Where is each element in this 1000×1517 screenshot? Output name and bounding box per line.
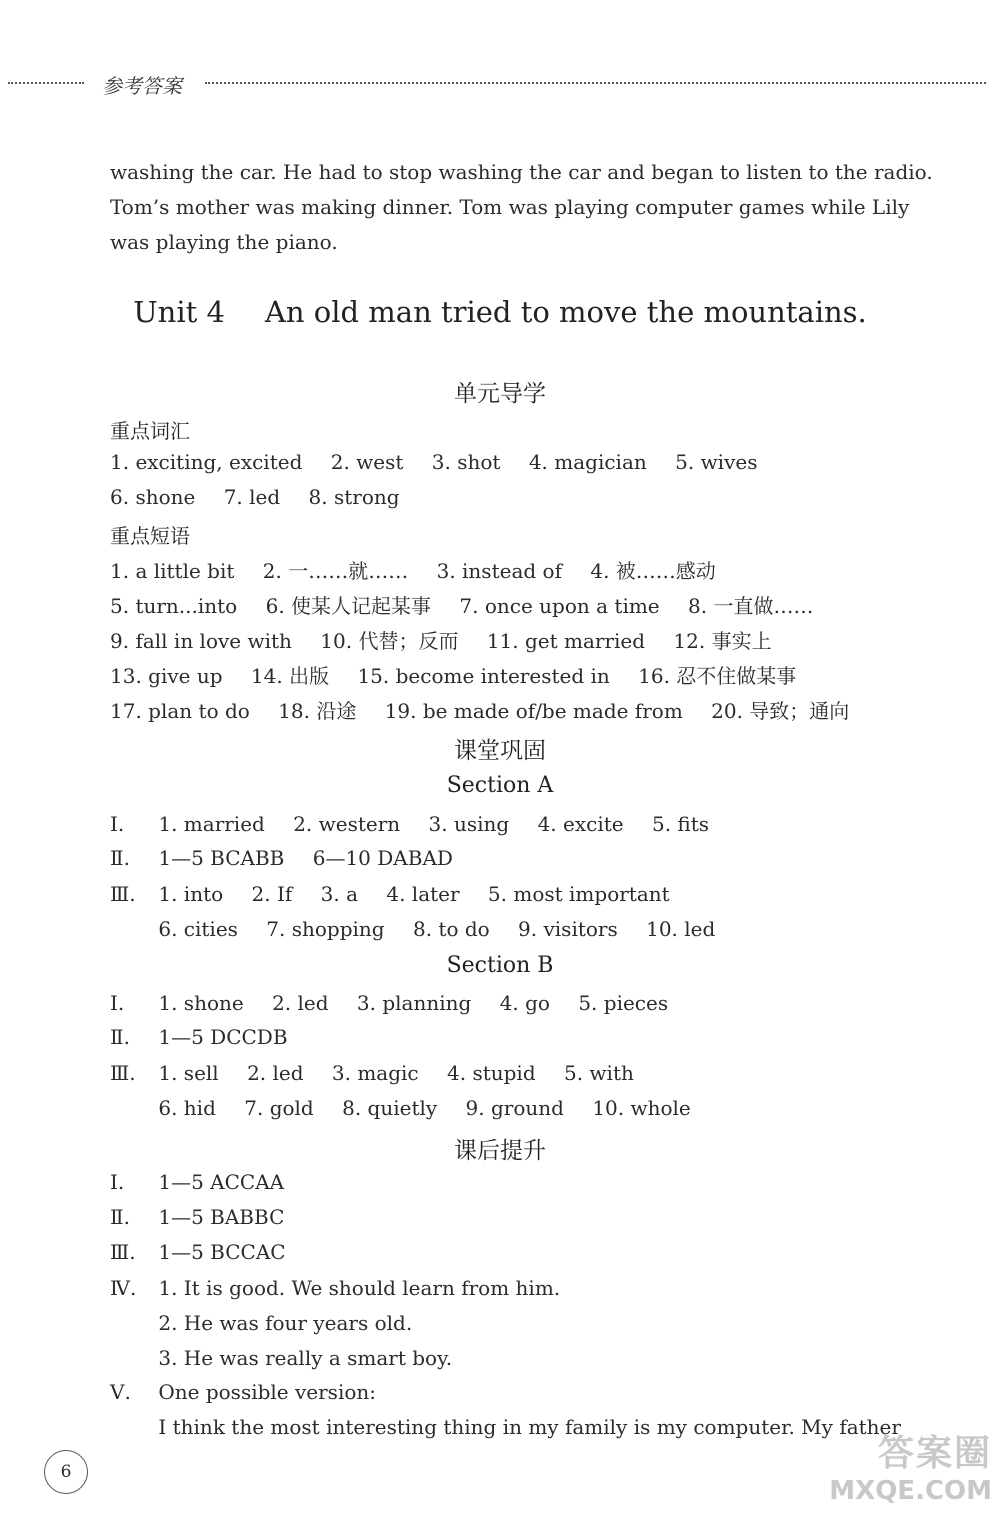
list-item: 4. magician — [528, 450, 647, 474]
guide-heading: 单元导学 — [454, 381, 546, 407]
list-item: 4. later — [386, 882, 460, 906]
after-class-row-1 — [110, 1170, 306, 1194]
list-item: 3. instead of — [436, 559, 562, 583]
list-item: 5. most important — [487, 882, 670, 906]
section-b-heading: Section B — [446, 953, 554, 978]
list-item: 2. He was four years old. — [158, 1311, 413, 1335]
list-item: 10. led — [646, 917, 716, 941]
list-item: 5. wives — [675, 450, 758, 474]
roman-numeral: Ⅳ. — [110, 1276, 137, 1300]
phrase-row-5 — [110, 695, 871, 724]
list-item: 10. 代替；反而 — [320, 629, 459, 653]
vocab-row-1 — [110, 450, 779, 474]
list-item: 19. be made of/be made from — [384, 699, 683, 723]
classroom-heading: 课堂巩固 — [454, 738, 546, 764]
list-item: 20. 导致；通向 — [711, 699, 850, 723]
section-a-row-4 — [110, 917, 737, 941]
list-item: 6. hid — [158, 1096, 216, 1120]
after-class-row-3 — [110, 1240, 308, 1264]
unit-title — [0, 295, 1000, 329]
list-item: 1. sell — [158, 1061, 219, 1085]
list-item: 6. cities — [158, 917, 238, 941]
list-item: 8. quietly — [342, 1096, 438, 1120]
after-class-row-4 — [110, 1276, 582, 1300]
after-class-row-7 — [110, 1380, 398, 1404]
phrase-row-2 — [110, 590, 835, 619]
phrase-row-1 — [110, 555, 738, 584]
roman-numeral: Ⅱ. — [110, 1025, 130, 1049]
section-a-row-1 — [110, 812, 731, 836]
list-item: 6. shone — [110, 485, 196, 509]
section-b-row-1 — [110, 991, 690, 1015]
after-class-row-2 — [110, 1205, 306, 1229]
list-item: 15. become interested in — [357, 664, 610, 688]
list-item: 3. magic — [331, 1061, 419, 1085]
list-item: 1. It is good. We should learn from him. — [158, 1276, 561, 1300]
list-item: 1—5 DCCDB — [158, 1025, 288, 1049]
list-item: One possible version: — [158, 1380, 377, 1404]
watermark-logo: 答案圈 — [877, 1433, 992, 1474]
watermark-site: MXQE.COM — [829, 1476, 992, 1506]
list-item: 4. go — [499, 991, 550, 1015]
page-number: 6 — [44, 1450, 88, 1494]
list-item: 5. pieces — [578, 991, 669, 1015]
list-item: 2. 一……就…… — [262, 559, 409, 583]
list-item: 4. stupid — [447, 1061, 536, 1085]
list-item: 2. west — [330, 450, 404, 474]
vocab-row-2 — [110, 485, 422, 509]
list-item: 4. 被……感动 — [590, 559, 716, 583]
roman-numeral: Ⅰ. — [110, 1170, 125, 1194]
list-item: 12. 事实上 — [673, 629, 772, 653]
list-item: 9. fall in love with — [110, 629, 292, 653]
list-item: 1. married — [158, 812, 265, 836]
list-item: 6—10 DABAD — [312, 846, 453, 870]
list-item: 3. shot — [431, 450, 501, 474]
section-b-row-4 — [110, 1096, 713, 1120]
unit-number: Unit 4 — [133, 295, 225, 329]
list-item: 2. led — [272, 991, 329, 1015]
phrase-row-3 — [110, 625, 794, 654]
section-a-row-3 — [110, 882, 692, 906]
section-a-row-2 — [110, 846, 475, 870]
phrase-row-4 — [110, 660, 818, 689]
unit-name: An old man tried to move the mountains. — [264, 295, 867, 329]
header-title: 参考答案 — [102, 74, 182, 98]
list-item: 13. give up — [110, 664, 223, 688]
list-item: 8. to do — [412, 917, 490, 941]
list-item: 9. ground — [465, 1096, 564, 1120]
list-item: 7. led — [223, 485, 281, 509]
roman-numeral: Ⅴ. — [110, 1380, 131, 1404]
header-dotted-rule-left — [8, 82, 84, 84]
roman-numeral: Ⅰ. — [110, 812, 125, 836]
list-item: 7. gold — [244, 1096, 314, 1120]
roman-numeral: Ⅲ. — [110, 1240, 136, 1264]
page-header — [0, 70, 1000, 100]
after-class-heading: 课后提升 — [454, 1138, 546, 1164]
list-item: 1—5 BCABB — [158, 846, 285, 870]
list-item: 5. with — [563, 1061, 634, 1085]
list-item: 3. planning — [356, 991, 472, 1015]
list-item: 5. turn...into — [110, 594, 238, 618]
list-item: 14. 出版 — [250, 664, 330, 688]
list-item: 9. visitors — [518, 917, 618, 941]
header-dotted-rule-right — [205, 82, 986, 84]
list-item: 4. excite — [537, 812, 624, 836]
list-item: 6. 使某人记起某事 — [265, 594, 432, 618]
intro-line-3: was playing the piano. — [110, 230, 338, 254]
roman-numeral: Ⅲ. — [110, 882, 136, 906]
list-item: 16. 忍不住做某事 — [638, 664, 797, 688]
list-item: 1—5 ACCAA — [158, 1170, 285, 1194]
intro-line-2: Tom’s mother was making dinner. Tom was playing computer games while Lily — [110, 195, 910, 219]
roman-numeral: Ⅰ. — [110, 991, 125, 1015]
list-item: 7. shopping — [266, 917, 385, 941]
watermark — [772, 1425, 992, 1515]
section-b-row-2 — [110, 1025, 310, 1049]
list-item: 1. shone — [158, 991, 244, 1015]
list-item: 18. 沿途 — [278, 699, 357, 723]
list-item: 3. He was really a smart boy. — [158, 1346, 453, 1370]
after-class-row-5 — [110, 1311, 434, 1335]
list-item: 8. strong — [308, 485, 400, 509]
list-item: 3. a — [320, 882, 358, 906]
phrase-heading: 重点短语 — [110, 524, 190, 548]
after-class-row-6 — [110, 1346, 474, 1370]
roman-numeral: Ⅲ. — [110, 1061, 136, 1085]
intro-line-1: washing the car. He had to stop washing the car and began to listen to the radio. — [110, 160, 933, 184]
list-item: 11. get married — [486, 629, 646, 653]
list-item: 8. 一直做…… — [688, 594, 814, 618]
list-item: 2. western — [293, 812, 401, 836]
list-item: 2. led — [247, 1061, 304, 1085]
vocab-heading: 重点词汇 — [110, 419, 190, 443]
list-item: 1. exciting, excited — [110, 450, 303, 474]
list-item: 1. into — [158, 882, 224, 906]
section-b-row-3 — [110, 1061, 656, 1085]
list-item: I think the most interesting thing in my family is my computer. My father — [158, 1415, 901, 1439]
section-a-heading: Section A — [446, 773, 554, 798]
list-item: 17. plan to do — [110, 699, 250, 723]
list-item: 3. using — [428, 812, 510, 836]
list-item: 10. whole — [592, 1096, 691, 1120]
list-item: 1. a little bit — [110, 559, 235, 583]
list-item: 1—5 BCCAC — [158, 1240, 286, 1264]
list-item: 2. If — [251, 882, 293, 906]
roman-numeral: Ⅱ. — [110, 846, 130, 870]
roman-numeral: Ⅱ. — [110, 1205, 130, 1229]
list-item: 5. fits — [651, 812, 710, 836]
list-item: 7. once upon a time — [459, 594, 660, 618]
list-item: 1—5 BABBC — [158, 1205, 285, 1229]
